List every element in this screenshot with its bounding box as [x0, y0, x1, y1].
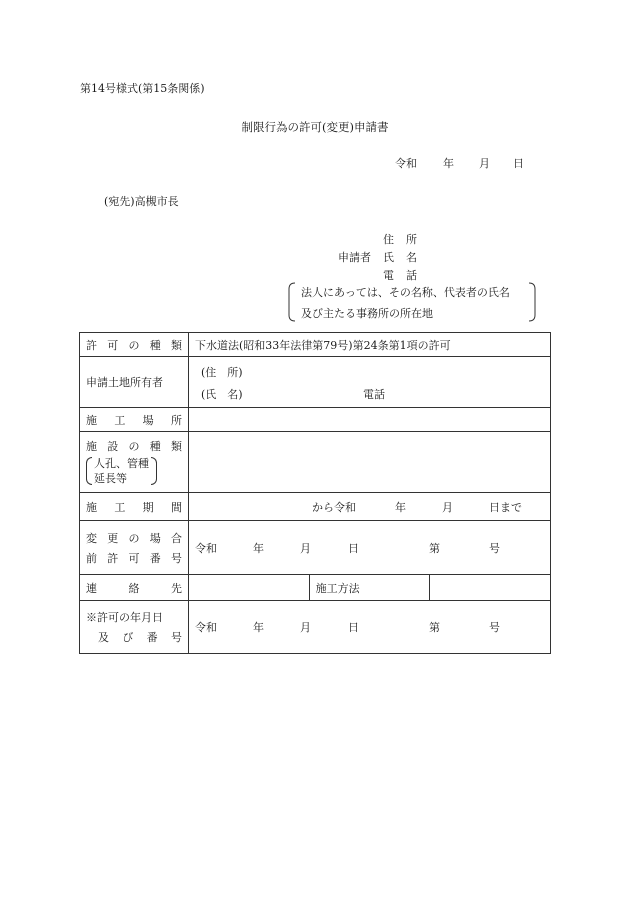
date-day: 日: [513, 157, 524, 170]
name-label-2: 名: [406, 251, 417, 264]
period-from: から令和: [312, 501, 356, 514]
row-permit-type: [80, 333, 551, 357]
prev-era: 令和: [195, 542, 217, 555]
owner-label: 申請土地所有者: [80, 357, 189, 408]
prev-day: 日: [348, 542, 359, 555]
facility-label: 施 設 の 種 類: [86, 440, 182, 453]
row-facility: [80, 432, 551, 493]
document-title: 制限行為の許可(変更)申請書: [241, 120, 389, 134]
previous-permit-label-1: 変 更 の 場 合: [86, 531, 182, 545]
row-permit-date: [80, 601, 551, 654]
application-table: [79, 332, 551, 654]
previous-permit-label-2: 前 許 可 番 号: [86, 551, 182, 565]
method-label: 施工方法: [309, 575, 430, 601]
permit-day: 日: [348, 621, 359, 634]
facility-note-line2: 延長等: [94, 472, 127, 485]
period-field[interactable]: [189, 493, 551, 521]
date-month: 月: [479, 157, 490, 170]
corporate-note-line1: 法人にあっては、その名称、代表者の氏名: [301, 286, 510, 299]
form-number: 第14号様式(第15条関係): [80, 82, 205, 95]
permit-no-prefix: 第: [429, 621, 440, 634]
date-era: 令和: [395, 157, 417, 170]
corporate-note-line2: 及び主たる事務所の所在地: [301, 307, 433, 320]
period-label: 施 工 期 間: [86, 500, 182, 514]
permit-date-label-2: 及 び 番 号: [98, 631, 182, 644]
period-until: 日まで: [489, 501, 522, 514]
permit-date-field[interactable]: [189, 601, 551, 654]
row-period: [80, 493, 551, 521]
facility-note-line1: 人孔、管種: [94, 457, 149, 470]
facility-field[interactable]: [189, 432, 551, 493]
prev-month: 月: [300, 542, 311, 555]
permit-type-label: 許 可 の 種 類: [86, 338, 182, 352]
address-label-1: 住: [383, 233, 394, 246]
site-label: 施 工 場 所: [86, 413, 182, 427]
permit-type-value: 下水道法(昭和33年法律第79号)第24条第1項の許可: [189, 333, 551, 357]
permit-year: 年: [253, 621, 264, 634]
phone-label-1: 電: [383, 269, 394, 282]
row-previous-permit: [80, 521, 551, 575]
owner-name-label: (氏 名): [201, 388, 243, 401]
addressee: (宛先)高槻市長: [104, 195, 179, 208]
site-field[interactable]: [189, 408, 551, 432]
date-year: 年: [443, 157, 454, 170]
prev-no-prefix: 第: [429, 542, 440, 555]
prev-year: 年: [253, 542, 264, 555]
owner-phone-label: 電話: [363, 388, 385, 401]
permit-no-suffix: 号: [489, 621, 500, 634]
period-month: 月: [442, 501, 453, 514]
facility-note: [86, 456, 157, 486]
method-field[interactable]: [430, 575, 551, 601]
contact-field[interactable]: [189, 575, 310, 601]
phone-label-2: 話: [406, 269, 417, 282]
applicant-role-label: 申請者: [338, 251, 371, 264]
period-year: 年: [395, 501, 406, 514]
row-contact: [80, 575, 551, 601]
prev-no-suffix: 号: [489, 542, 500, 555]
row-owner: [80, 357, 551, 408]
previous-permit-field[interactable]: [189, 521, 551, 575]
row-site: [80, 408, 551, 432]
name-label-1: 氏: [383, 251, 394, 264]
owner-field[interactable]: [189, 357, 551, 408]
permit-month: 月: [300, 621, 311, 634]
address-label-2: 所: [406, 233, 417, 246]
owner-address-label: (住 所): [201, 366, 243, 379]
permit-era: 令和: [195, 621, 217, 634]
permit-date-label-1: ※許可の年月日: [86, 611, 163, 624]
contact-label: 連 絡 先: [86, 581, 182, 595]
